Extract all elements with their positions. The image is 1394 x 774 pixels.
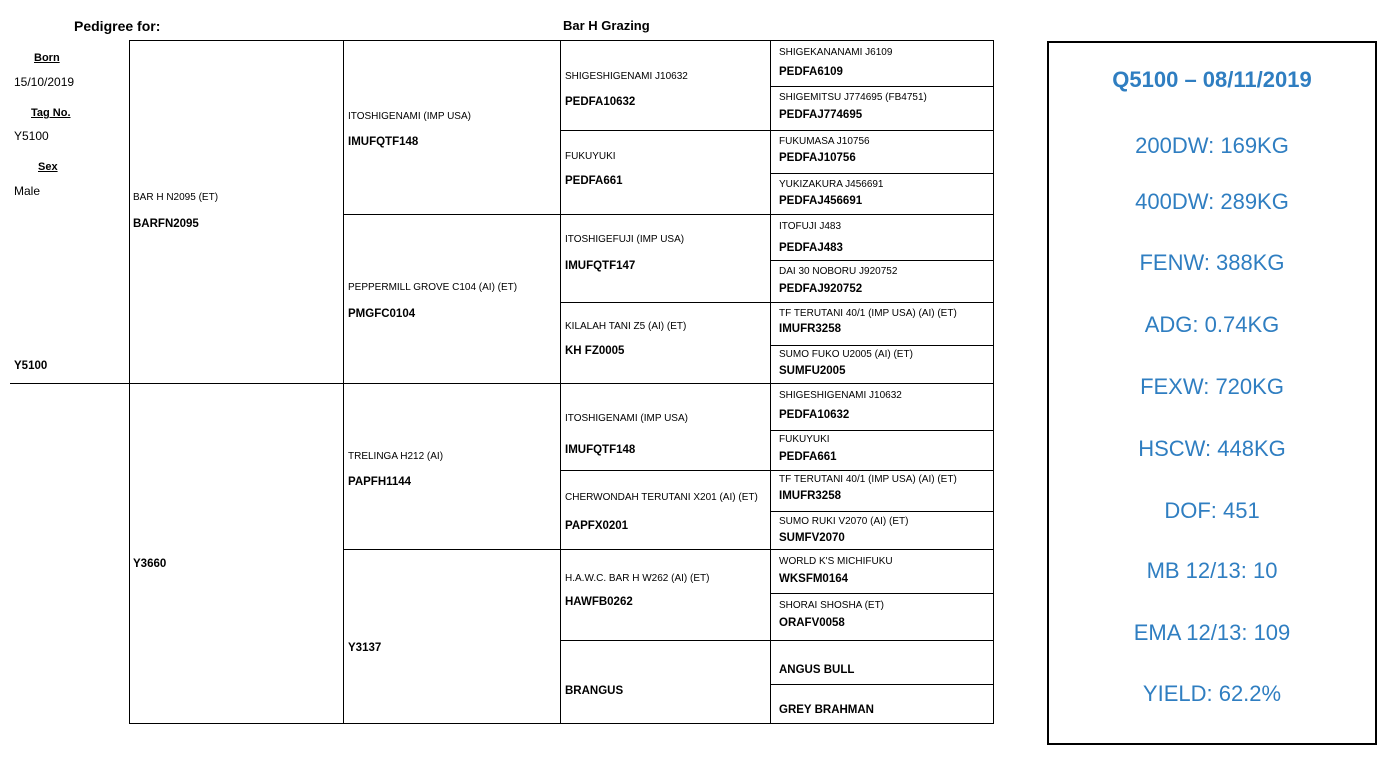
gen3-cell (560, 130, 771, 215)
stat-line: HSCW: 448KG (1138, 436, 1286, 461)
gen3-name: H.A.W.C. BAR H W262 (AI) (ET) (565, 573, 710, 584)
sire-sire-cell (343, 40, 561, 215)
gen4-name: SHIGEKANANAMI J6109 (779, 47, 893, 58)
gen3-name: FUKUYUKI (565, 151, 616, 162)
gen4-name: WORLD K'S MICHIFUKU (779, 556, 893, 567)
stat-line: FEXW: 720KG (1140, 374, 1284, 399)
gen3-reg: PEDFA10632 (565, 96, 636, 108)
gen3-reg: IMUFQTF147 (565, 260, 636, 272)
stat-line: MB 12/13: 10 (1146, 558, 1278, 583)
gen4-cell (770, 383, 994, 431)
dam-sire-reg: PAPFH1144 (348, 476, 412, 488)
gen4-cell (770, 470, 994, 512)
gen4-reg: IMUFR3258 (779, 323, 841, 335)
gen3-name: ITOSHIGEFUJI (IMP USA) (565, 234, 685, 245)
gen3-reg: KH FZ0005 (565, 345, 625, 357)
stat-line: 400DW: 289KG (1135, 189, 1289, 214)
gen4-name: FUKUMASA J10756 (779, 136, 870, 147)
gen4-name: TF TERUTANI 40/1 (IMP USA) (AI) (ET) (779, 308, 957, 319)
gen4-cell (770, 511, 994, 550)
gen4-cell (770, 593, 994, 641)
gen4-reg: IMUFR3258 (779, 490, 841, 502)
dam-dam-reg: Y3137 (348, 642, 382, 654)
gen3-reg: HAWFB0262 (565, 596, 633, 608)
gen4-name: SHIGEMITSU J774695 (FB4751) (779, 92, 927, 103)
gen4-name: SUMO FUKO U2005 (AI) (ET) (779, 349, 913, 360)
sex-label: Sex (38, 161, 58, 173)
gen4-cell (770, 173, 994, 215)
gen4-reg: SUMFV2070 (779, 532, 845, 544)
sire-reg: BARFN2095 (133, 218, 199, 230)
gen3-cell (560, 640, 771, 724)
gen4-cell (770, 549, 994, 594)
gen4-reg: ANGUS BULL (779, 664, 855, 676)
gen3-name: ITOSHIGENAMI (IMP USA) (565, 413, 688, 424)
gen4-name: ITOFUJI J483 (779, 221, 842, 232)
gen4-cell (770, 86, 994, 131)
stat-line: ADG: 0.74KG (1144, 312, 1280, 337)
stat-line: FENW: 388KG (1139, 250, 1285, 275)
owner-name: Bar H Grazing (563, 18, 650, 33)
gen3-cell (560, 549, 771, 641)
sire-dam-reg: PMGFC0104 (348, 308, 416, 320)
gen4-reg: PEDFAJ483 (779, 242, 843, 254)
gen4-name: DAI 30 NOBORU J920752 (779, 266, 898, 277)
gen4-cell (770, 260, 994, 303)
gen4-reg: PEDFAJ456691 (779, 195, 863, 207)
gen4-cell (770, 345, 994, 384)
stat-line: EMA 12/13: 109 (1133, 620, 1291, 645)
stats-panel (1047, 41, 1377, 745)
gen4-reg: PEDFA661 (779, 451, 837, 463)
gen3-cell (560, 383, 771, 471)
gen4-reg: ORAFV0058 (779, 617, 845, 629)
stats-heading: Q5100 – 08/11/2019 (1112, 67, 1312, 92)
dam-dam-cell (343, 549, 561, 724)
gen4-cell (770, 214, 994, 261)
divider-line (10, 383, 130, 384)
gen4-reg: PEDFAJ920752 (779, 283, 863, 295)
gen3-cell (560, 214, 771, 303)
gen3-reg: IMUFQTF148 (565, 444, 636, 456)
gen3-reg: PEDFA661 (565, 175, 623, 187)
gen4-reg: WKSFM0164 (779, 573, 849, 585)
sire-dam-cell (343, 214, 561, 384)
gen4-cell (770, 130, 994, 174)
gen4-name: FUKUYUKI (779, 434, 830, 445)
sire-sire-name: ITOSHIGENAMI (IMP USA) (348, 111, 471, 122)
tag-value: Y5100 (14, 129, 49, 143)
gen4-name: SHORAI SHOSHA (ET) (779, 600, 885, 611)
stat-line: 200DW: 169KG (1135, 133, 1289, 158)
gen4-cell (770, 640, 994, 685)
sire-sire-reg: IMUFQTF148 (348, 136, 419, 148)
stat-line: YIELD: 62.2% (1142, 681, 1282, 706)
gen3-reg: BRANGUS (565, 685, 624, 697)
gen4-reg: PEDFAJ774695 (779, 109, 863, 121)
gen3-reg: PAPFX0201 (565, 520, 629, 532)
dam-sire-name: TRELINGA H212 (AI) (348, 451, 444, 462)
born-label: Born (34, 52, 60, 64)
pedigree-label: Pedigree for: (74, 18, 161, 34)
tag-label: Tag No. (31, 107, 71, 119)
dam-sire-cell (343, 383, 561, 550)
gen4-name: SHIGESHIGENAMI J10632 (779, 390, 902, 401)
sire-cell (129, 40, 344, 384)
gen3-cell (560, 470, 771, 550)
stat-line: DOF: 451 (1164, 498, 1260, 523)
gen4-reg: SUMFU2005 (779, 365, 846, 377)
sex-value: Male (14, 184, 41, 198)
gen3-cell (560, 40, 771, 131)
dam-reg: Y3660 (133, 558, 167, 570)
gen3-name: CHERWONDAH TERUTANI X201 (AI) (ET) (565, 492, 758, 503)
gen4-name: YUKIZAKURA J456691 (779, 179, 884, 190)
gen4-cell (770, 302, 994, 346)
gen4-reg: PEDFA6109 (779, 66, 843, 78)
gen4-cell (770, 684, 994, 724)
sire-name: BAR H N2095 (ET) (133, 192, 219, 203)
born-value: 15/10/2019 (14, 75, 75, 89)
gen4-reg: GREY BRAHMAN (779, 704, 874, 716)
gen3-name: SHIGESHIGENAMI J10632 (565, 71, 688, 82)
gen4-name: SUMO RUKI V2070 (AI) (ET) (779, 516, 909, 527)
gen4-cell (770, 40, 994, 87)
sire-dam-name: PEPPERMILL GROVE C104 (AI) (ET) (348, 282, 518, 293)
dam-cell (129, 383, 344, 724)
animal-id: Y5100 (14, 360, 48, 372)
gen4-reg: PEDFA10632 (779, 409, 850, 421)
gen3-cell (560, 302, 771, 384)
gen4-cell (770, 430, 994, 471)
gen4-name: TF TERUTANI 40/1 (IMP USA) (AI) (ET) (779, 474, 957, 485)
gen4-reg: PEDFAJ10756 (779, 152, 856, 164)
gen3-name: KILALAH TANI Z5 (AI) (ET) (565, 321, 687, 332)
